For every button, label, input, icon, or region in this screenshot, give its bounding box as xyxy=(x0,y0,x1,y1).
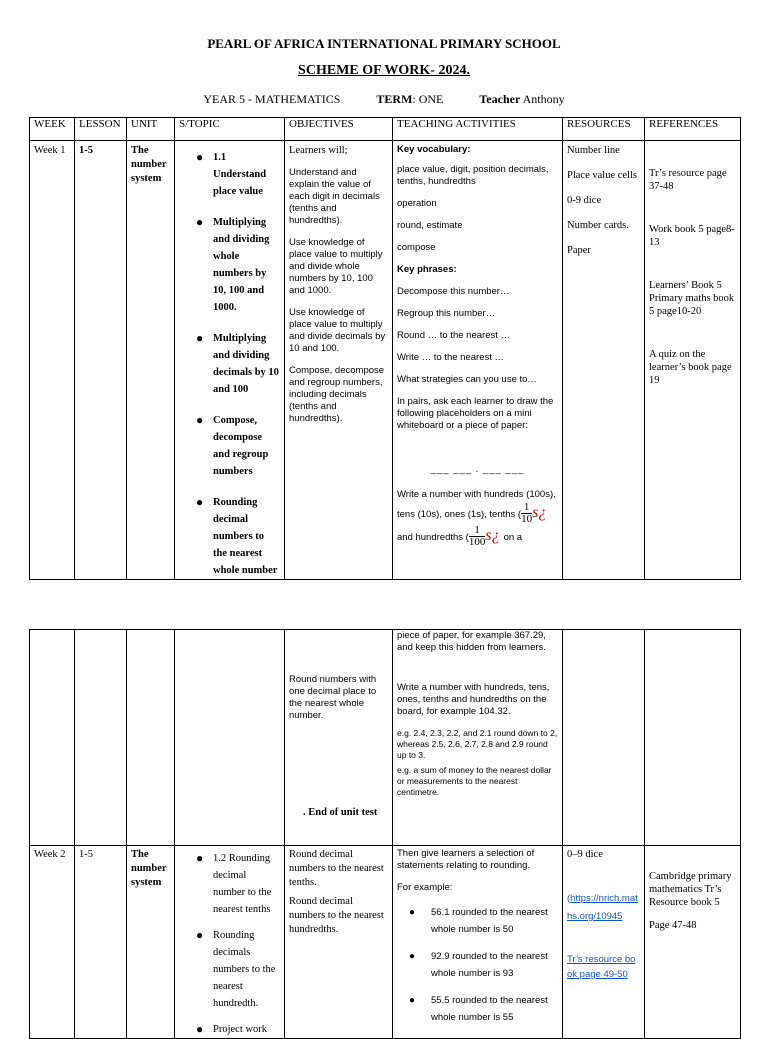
activities-cell xyxy=(393,630,563,846)
objective-item: Use knowledge of place value to multiply and divide whole numbers by 10, 100 and 1000. xyxy=(289,237,383,296)
subtopic-cell xyxy=(175,846,285,1039)
document-title: SCHEME OF WORK- 2024. xyxy=(298,63,470,78)
objective-item: Round numbers with one decimal place to the nearest whole number. xyxy=(289,674,377,721)
col-unit: UNIT xyxy=(127,118,175,141)
fraction-tenth: $\frac{1}{10}$ xyxy=(521,501,533,525)
subtopic-item: ● Project work xyxy=(197,1021,280,1038)
subtopic-cell xyxy=(175,141,285,580)
subtopic-item: ● 1.2 Rounding decimal number to the nearest tenths xyxy=(197,850,280,918)
table-row xyxy=(30,630,741,846)
col-week: WEEK xyxy=(30,118,75,141)
resource-item: 0-9 dice xyxy=(567,195,602,206)
term-label: TERM xyxy=(376,92,413,106)
and-hundredths-text: and hundredths ( xyxy=(397,532,469,544)
subtopic-item: ● Compose, decompose and regroup numbers xyxy=(197,412,280,480)
phrases-heading: Key phrases: xyxy=(397,264,457,275)
resource-item: Place value cells xyxy=(567,170,637,181)
lesson-cell: 1-5 xyxy=(75,846,127,1039)
objectives-cell xyxy=(285,846,393,1039)
reference-item: Cambridge primary mathematics Tr’s Resource book 5 xyxy=(649,871,732,908)
garbled-symbol: s¿ xyxy=(532,504,547,522)
unit-cell xyxy=(127,630,175,846)
resource-link-wrap xyxy=(567,888,640,924)
link-paren: ( xyxy=(567,893,571,904)
resource-item: Number line xyxy=(567,145,620,156)
references-cell xyxy=(645,630,741,846)
subtopic-item: ● Multiplying and dividing decimals by 10 and 100 xyxy=(197,330,280,398)
write-instruction: Write a number with hundreds (100s), tens (10s), ones (1s), tenths ( xyxy=(397,489,556,521)
activity-text: piece of paper, for example 367.29, and keep this hidden from learners. xyxy=(397,630,546,653)
objectives-cell xyxy=(285,630,393,846)
objective-item: Round decimal numbers to the nearest tenths. xyxy=(289,849,384,888)
col-resources: RESOURCES xyxy=(563,118,645,141)
col-teaching-activities: TEACHING ACTIVITIES xyxy=(393,118,563,141)
scheme-table-page2 xyxy=(29,629,741,1039)
example-note: e.g. a sum of money to the nearest dollar or measurements to the nearest centimetre. xyxy=(397,765,552,797)
objective-item: Use knowledge of place value to multiply and divide decimals by 10 and 100. xyxy=(289,307,386,354)
references-cell xyxy=(645,141,741,580)
objective-item: Round decimal numbers to the nearest hundredths. xyxy=(289,896,384,935)
vocab-item: operation xyxy=(397,198,437,209)
phrase-item: What strategies can you use to… xyxy=(397,374,537,385)
vocab-item: place value, digit, position decimals, tenths, hundredths xyxy=(397,164,549,187)
scheme-table-page1 xyxy=(29,117,741,580)
phrase-item: Regroup this number… xyxy=(397,308,496,319)
table-row xyxy=(30,141,741,580)
col-lesson: LESSON xyxy=(75,118,127,141)
reference-item: Tr’s resource page 37-48 xyxy=(649,168,727,192)
activities-cell xyxy=(393,141,563,580)
placeholders: ___ ___ . ___ ___ xyxy=(430,464,525,475)
resource-book-link[interactable]: Tr’s resource book page 49-50 xyxy=(567,954,636,980)
teacher-value: Anthony xyxy=(522,92,565,106)
for-example: For example: xyxy=(397,882,453,893)
pairs-instruction: In pairs, ask each learner to draw the following placeholders on a mini whiteboard or a piece of paper: xyxy=(397,396,554,431)
resources-cell xyxy=(563,630,645,846)
subtopic-item: ● Rounding decimals numbers to the nearest hundredth. xyxy=(197,927,280,1012)
resources-cell xyxy=(563,846,645,1039)
class-subject: YEAR 5 - MATHEMATICS xyxy=(203,92,341,106)
fraction-hundredth: $\frac{1}{100}$ xyxy=(468,524,486,548)
week-cell: Week 1 xyxy=(30,141,75,580)
col-objectives: OBJECTIVES xyxy=(285,118,393,141)
vocab-item: round, estimate xyxy=(397,220,463,231)
reference-item: A quiz on the learner’s book page 19 xyxy=(649,349,732,386)
objectives-intro: Learners will; xyxy=(289,145,348,156)
resource-item: 0–9 dice xyxy=(567,849,603,860)
nrich-link[interactable]: https://nrich.maths.org/10945 xyxy=(567,893,638,922)
week-cell xyxy=(30,630,75,846)
resource-item: Paper xyxy=(567,245,591,256)
class-info-line xyxy=(0,92,768,107)
activity-text: Then give learners a selection of statements relating to rounding. xyxy=(397,848,535,871)
lesson-cell: 1-5 xyxy=(75,141,127,580)
col-references: REFERENCES xyxy=(645,118,741,141)
phrase-item: Round … to the nearest … xyxy=(397,330,511,341)
teacher-label: Teacher xyxy=(479,92,521,106)
on-a-text: on a xyxy=(503,532,523,544)
lesson-cell xyxy=(75,630,127,846)
objective-item: Compose, decompose and regroup numbers, including decimals (tenths and hundredths). xyxy=(289,365,385,424)
phrase-item: Write … to the nearest … xyxy=(397,352,505,363)
resources-cell xyxy=(563,141,645,580)
subtopic-item: ● Multiplying and dividing whole numbers by 10, 100 and 1000. xyxy=(197,214,280,316)
resource-item: Number cards. xyxy=(567,220,629,231)
table-row xyxy=(30,846,741,1039)
objective-item: Understand and explain the value of each digit in decimals (tenths and hundredths). xyxy=(289,167,380,226)
unit-cell: The number system xyxy=(127,141,175,580)
subtopic-item: ● Rounding decimal numbers to the nearest whole number xyxy=(197,494,280,579)
example-item: ● 56.1 rounded to the nearest whole number is 50 xyxy=(397,904,558,938)
phrase-item: Decompose this number… xyxy=(397,286,510,297)
reference-item: Page 47-48 xyxy=(649,920,697,931)
subtopic-item: ● 1.1 Understand place value xyxy=(197,149,280,200)
example-item: ● 55.5 rounded to the nearest whole number is 55 xyxy=(397,992,558,1026)
garbled-symbol: s¿ xyxy=(485,527,500,545)
end-of-unit-test: . End of unit test xyxy=(303,807,378,818)
activities-cell xyxy=(393,846,563,1039)
example-item: ● 92.9 rounded to the nearest whole number is 93 xyxy=(397,948,558,982)
term-value: : ONE xyxy=(412,92,444,106)
objectives-cell xyxy=(285,141,393,580)
subtopic-cell xyxy=(175,630,285,846)
reference-item: Learners’ Book 5 Primary maths book 5 page10-20 xyxy=(649,280,735,317)
activity-text: Write a number with hundreds, tens, ones, tenths and hundredths on the board, for example 104.32. xyxy=(397,682,550,717)
vocab-item: compose xyxy=(397,242,436,253)
example-note: e.g. 2.4, 2.3, 2.2, and 2.1 round down to 2, whereas 2.5, 2.6, 2.7, 2.8 and 2.9 round up to 3. xyxy=(397,728,558,760)
table-header-row xyxy=(30,118,741,141)
vocab-heading: Key vocabulary: xyxy=(397,144,471,155)
references-cell xyxy=(645,846,741,1039)
reference-item: Work book 5 page8-13 xyxy=(649,224,735,248)
school-name: PEARL OF AFRICA INTERNATIONAL PRIMARY SCHOOL xyxy=(207,36,561,51)
unit-cell: The number system xyxy=(127,846,175,1039)
week-cell: Week 2 xyxy=(30,846,75,1039)
col-stopic: S/TOPIC xyxy=(175,118,285,141)
